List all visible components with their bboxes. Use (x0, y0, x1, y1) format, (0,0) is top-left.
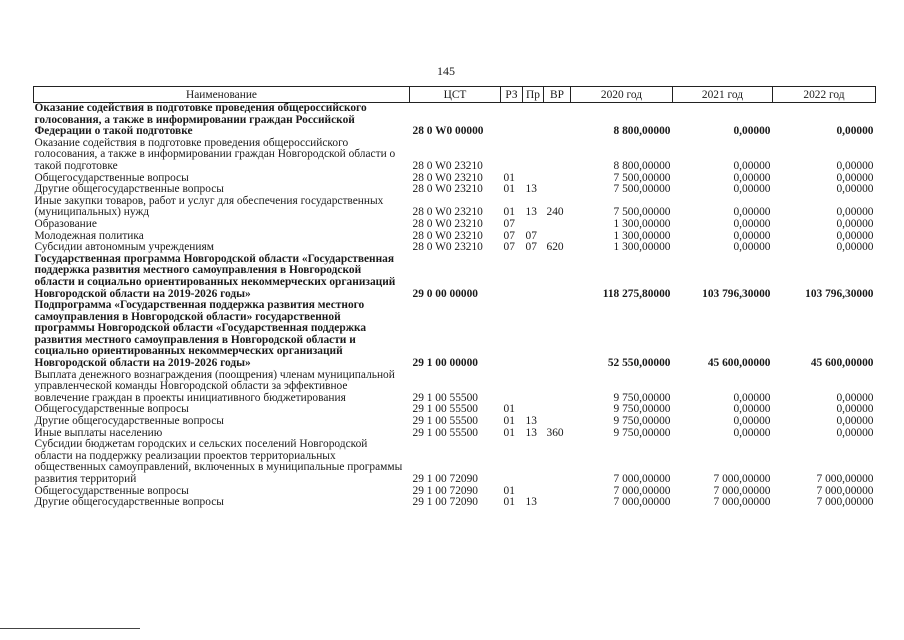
cell-pr (523, 138, 544, 173)
cell-name: Общегосударственные вопросы (34, 171, 189, 184)
column-header-2020: 2020 год (571, 87, 673, 103)
table-row (34, 416, 876, 428)
cell-cst: 29 1 00 55500 (412, 415, 478, 428)
cell-name: Молодежная политика (34, 229, 144, 242)
budget-table (33, 86, 876, 509)
cell-pr: 07 (525, 229, 537, 242)
cell-2020: 9 750,00000 (613, 415, 671, 428)
table-row (34, 370, 876, 405)
column-header-2022: 2022 год (773, 87, 876, 103)
table-row (34, 242, 876, 254)
cell-2022: 0,00000 (836, 183, 874, 196)
column-header-name: Наименование (34, 87, 410, 103)
cell-cst: 28 0 W0 00000 (412, 125, 484, 138)
cell-2021: 0,00000 (733, 229, 771, 242)
cell-pr: 13 (525, 496, 537, 509)
cell-vr (544, 184, 571, 196)
cell-name: Субсидии автономным учреждениям (34, 241, 214, 254)
cell-name: Другие общегосударственные вопросы (34, 496, 224, 509)
cell-name: Другие общегосударственные вопросы (34, 415, 224, 428)
cell-rz: 07 (503, 241, 515, 254)
cell-2020: 7 500,00000 (613, 171, 671, 184)
column-header-rz: РЗ (501, 87, 523, 103)
cell-pr (523, 254, 544, 300)
cell-rz (501, 370, 523, 405)
cell-vr (544, 370, 571, 405)
cell-2022: 7 000,00000 (816, 484, 874, 497)
cell-cst: 29 1 00 72090 (412, 473, 478, 485)
cell-name: Образование (34, 217, 97, 230)
cell-name: Государственная программа Новгородской области «Государственная поддержка развития местного самоуправления в Новгородской области и социально ориентированных некоммерческих организаций Новгородской области на 2019-2026 годы» (34, 252, 396, 300)
table-body (34, 103, 876, 509)
cell-2022: 0,00000 (836, 159, 874, 172)
cell-2020: 1 300,00000 (613, 217, 671, 230)
cell-2022: 0,00000 (836, 217, 874, 230)
cell-rz (501, 300, 523, 370)
cell-rz (501, 138, 523, 173)
table-row (34, 103, 876, 138)
table-row (34, 439, 876, 485)
cell-rz: 01 (503, 426, 515, 439)
cell-pr (523, 439, 544, 485)
cell-2020: 7 000,00000 (613, 496, 671, 509)
cell-2022: 0,00000 (836, 391, 874, 404)
cell-pr (523, 370, 544, 405)
cell-cst: 28 0 W0 23210 (412, 206, 483, 219)
table-row (34, 196, 876, 219)
cell-2021: 0,00000 (733, 183, 771, 196)
cell-rz: 01 (503, 403, 515, 416)
cell-vr (544, 254, 571, 300)
cell-cst: 28 0 W0 23210 (412, 217, 483, 230)
cell-2020: 1 300,00000 (613, 229, 671, 242)
cell-rz: 01 (503, 484, 515, 497)
cell-vr (544, 138, 571, 173)
cell-2020: 9 750,00000 (613, 403, 671, 416)
cell-2021: 0,00000 (733, 125, 771, 138)
cell-cst: 28 0 W0 23210 (412, 171, 483, 184)
cell-vr (544, 416, 571, 428)
cell-cst: 29 1 00 55500 (412, 391, 478, 404)
cell-2021: 0,00000 (733, 171, 771, 184)
cell-vr: 620 (546, 241, 564, 254)
cell-vr: 360 (546, 426, 564, 439)
cell-2020: 118 275,80000 (602, 287, 671, 300)
cell-pr: 07 (525, 241, 537, 254)
cell-rz: 01 (503, 496, 515, 509)
cell-pr: 13 (525, 206, 537, 219)
cell-name: Выплата денежного вознаграждения (поощрения) членам муниципальной управленческой команды Новгородской области за эффективное вовлечение граждан в проекты инициативного бюджетирования (34, 368, 395, 404)
cell-2021: 45 600,00000 (707, 357, 771, 370)
cell-2022: 0,00000 (836, 229, 874, 242)
cell-name: Иные выплаты населению (34, 426, 163, 439)
cell-rz: 01 (503, 183, 515, 196)
cell-2020: 8 800,00000 (613, 159, 671, 172)
cell-2021: 0,00000 (733, 415, 771, 428)
cell-2021: 0,00000 (733, 159, 771, 172)
cell-pr: 13 (525, 415, 537, 428)
cell-2021: 0,00000 (733, 403, 771, 416)
cell-2022: 7 000,00000 (816, 473, 874, 485)
cell-cst: 28 0 W0 23210 (412, 183, 483, 196)
column-header-2021: 2021 год (673, 87, 773, 103)
cell-2021: 0,00000 (733, 217, 771, 230)
cell-rz (501, 254, 523, 300)
cell-name: Другие общегосударственные вопросы (34, 183, 224, 196)
cell-2020: 9 750,00000 (613, 426, 671, 439)
cell-2020: 1 300,00000 (613, 241, 671, 254)
cell-2021: 7 000,00000 (713, 496, 771, 509)
cell-name: Общегосударственные вопросы (34, 484, 189, 497)
cell-2020: 9 750,00000 (613, 391, 671, 404)
cell-rz: 01 (503, 171, 515, 184)
footer-divider (0, 628, 140, 629)
cell-cst: 28 0 W0 23210 (412, 159, 483, 172)
table-row (34, 138, 876, 173)
cell-pr (523, 219, 544, 231)
cell-vr (544, 103, 571, 138)
cell-cst: 29 1 00 72090 (412, 484, 478, 497)
cell-rz: 07 (503, 217, 515, 230)
cell-cst: 28 0 W0 23210 (412, 229, 483, 242)
cell-2021: 103 796,30000 (702, 287, 771, 300)
cell-pr (523, 300, 544, 370)
cell-name: Субсидии бюджетам городских и сельских поселений Новгородской области на поддержку реализации проектов территориальных общественных самоуправлений, включенных в муниципальные программы развития территорий (34, 438, 403, 485)
cell-2022: 0,00000 (836, 426, 874, 439)
cell-rz: 01 (503, 415, 515, 428)
cell-name: Иные закупки товаров, работ и услуг для обеспечения государственных (муниципальных) нужд (34, 194, 384, 219)
column-header-vr: ВР (544, 87, 571, 103)
cell-2021: 7 000,00000 (713, 473, 771, 485)
cell-2020: 7 000,00000 (613, 484, 671, 497)
cell-2021: 0,00000 (733, 391, 771, 404)
cell-2022: 0,00000 (836, 171, 874, 184)
cell-2021: 0,00000 (733, 426, 771, 439)
cell-rz: 01 (503, 206, 515, 219)
cell-2020: 52 550,00000 (607, 357, 671, 370)
cell-vr (544, 439, 571, 485)
cell-vr (544, 219, 571, 231)
cell-vr (544, 404, 571, 416)
cell-2022: 0,00000 (836, 241, 874, 254)
cell-2022: 45 600,00000 (810, 357, 874, 370)
cell-name: Оказание содействия в подготовке проведения общероссийского голосования, а также в информировании граждан Российской Федерации о такой подготовке (34, 102, 367, 138)
table-row (34, 497, 876, 509)
cell-name: Общегосударственные вопросы (34, 403, 189, 416)
cell-vr: 240 (546, 206, 564, 219)
cell-cst: 28 0 W0 23210 (412, 241, 483, 254)
cell-2022: 0,00000 (836, 415, 874, 428)
cell-pr: 13 (525, 426, 537, 439)
cell-2022: 0,00000 (836, 206, 874, 219)
cell-rz: 07 (503, 229, 515, 242)
table-header-row (34, 87, 876, 103)
cell-2020: 7 500,00000 (613, 206, 671, 219)
cell-2022: 7 000,00000 (816, 496, 874, 509)
column-header-pr: Пр (523, 87, 544, 103)
cell-vr (544, 497, 571, 509)
cell-2022: 0,00000 (836, 125, 874, 138)
table-row (34, 219, 876, 231)
cell-rz (501, 103, 523, 138)
cell-vr (544, 173, 571, 185)
cell-2022: 0,00000 (836, 403, 874, 416)
cell-2021: 0,00000 (733, 241, 771, 254)
cell-cst: 29 1 00 00000 (412, 357, 478, 370)
cell-vr (544, 486, 571, 498)
table-row (34, 254, 876, 300)
cell-2022: 103 796,30000 (805, 287, 874, 300)
page-number: 145 (437, 64, 455, 78)
cell-cst: 29 0 00 00000 (412, 287, 478, 300)
table-row (34, 184, 876, 196)
cell-cst: 29 1 00 72090 (412, 496, 478, 509)
cell-vr (544, 300, 571, 370)
cell-rz (501, 439, 523, 485)
cell-name: Подпрограмма «Государственная поддержка развития местного самоуправления в Новгородской области» государственной программы Новгородской области «Государственная поддержка развития местного самоуправления в Новгородской области и социально ориентированных некоммерческих организаций Новгородской области на 2019-2026 годы» (34, 299, 367, 370)
cell-cst: 29 1 00 55500 (412, 403, 478, 416)
cell-2020: 8 800,00000 (613, 125, 671, 138)
cell-pr: 13 (525, 183, 537, 196)
cell-2020: 7 000,00000 (613, 473, 671, 485)
cell-name: Оказание содействия в подготовке проведения общероссийского голосования, а также в информировании граждан Новгородской области о такой подготовке (34, 136, 396, 172)
cell-pr (523, 103, 544, 138)
cell-2020: 7 500,00000 (613, 183, 671, 196)
table-row (34, 300, 876, 370)
column-header-cst: ЦСТ (410, 87, 501, 103)
cell-2021: 7 000,00000 (713, 484, 771, 497)
cell-cst: 29 1 00 55500 (412, 426, 478, 439)
cell-2021: 0,00000 (733, 206, 771, 219)
